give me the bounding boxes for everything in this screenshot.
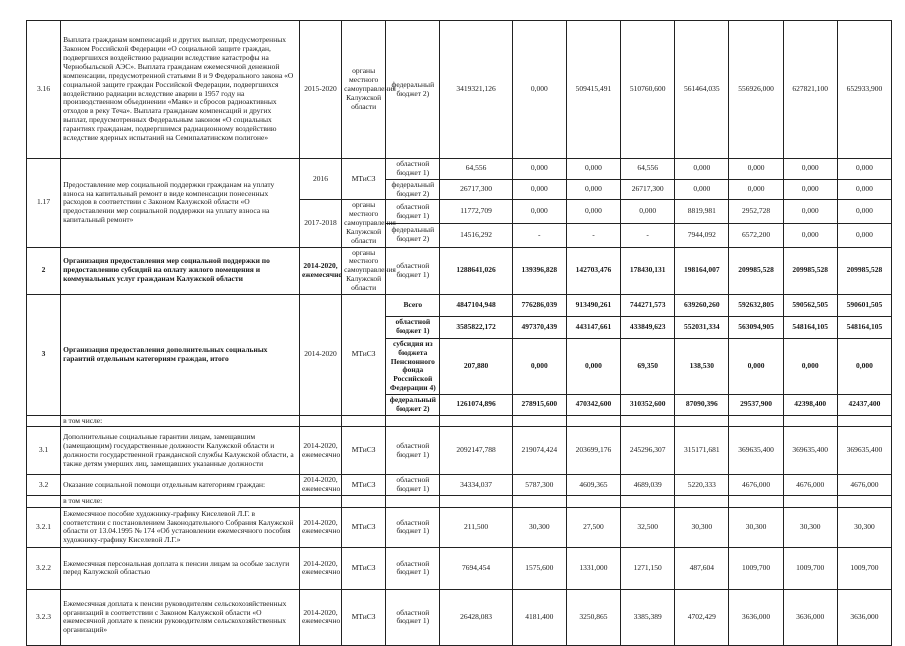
value-2018: 3636,000 xyxy=(729,589,783,645)
row-source: областной бюджет 1) xyxy=(386,507,440,547)
value-2018: 209985,528 xyxy=(729,247,783,294)
value-total: 7694,454 xyxy=(440,547,512,589)
value-2020: 0,000 xyxy=(837,223,891,247)
value-2019: 590562,505 xyxy=(783,294,837,316)
row-source: федеральный бюджет 2) xyxy=(386,394,440,415)
row-period: 2014-2020 xyxy=(299,294,341,415)
row-period: 2017-2018 xyxy=(299,200,341,247)
value-total: 26717,300 xyxy=(440,179,512,200)
value-2017: 30,300 xyxy=(675,507,729,547)
row-executor: органы местного самоуправления Калужской области xyxy=(342,21,386,159)
value-2018: 563094,905 xyxy=(729,316,783,338)
row-executor: МТиСЗ xyxy=(342,475,386,496)
row-period: 2014-2020, ежемесячно xyxy=(299,547,341,589)
value-2019: 30,300 xyxy=(783,507,837,547)
row-number: 3.2.2 xyxy=(27,547,61,589)
row-period: 2014-2020, ежемесячно xyxy=(299,427,341,475)
value-2020: 0,000 xyxy=(837,159,891,180)
row-executor: органы местного самоуправления Калужской области xyxy=(342,247,386,294)
row-source: областной бюджет 1) xyxy=(386,200,440,224)
table-row xyxy=(27,427,892,475)
value-total: 64,556 xyxy=(440,159,512,180)
value-2015: 509415,491 xyxy=(566,21,620,159)
value-2019: 0,000 xyxy=(783,223,837,247)
value-2019: 627821,100 xyxy=(783,21,837,159)
row-executor: МТиСЗ xyxy=(342,547,386,589)
value-2019: 3636,000 xyxy=(783,589,837,645)
value-total: 34334,037 xyxy=(440,475,512,496)
row-source: областной бюджет 1) xyxy=(386,427,440,475)
value-total: 2092147,788 xyxy=(440,427,512,475)
row-period: 2014-2020, ежемесячно xyxy=(299,475,341,496)
row-number: 2 xyxy=(27,247,61,294)
row-period: 2014-2020, ежемесячно xyxy=(299,507,341,547)
value-2019: 0,000 xyxy=(783,200,837,224)
table-row xyxy=(27,21,892,159)
value-2015: - xyxy=(566,223,620,247)
row-number: 3.1 xyxy=(27,427,61,475)
value-2018: 29537,900 xyxy=(729,394,783,415)
table-row xyxy=(27,507,892,547)
row-executor: МТиСЗ xyxy=(342,427,386,475)
value-2015: 443147,661 xyxy=(566,316,620,338)
value-2014: 0,000 xyxy=(512,200,566,224)
value-2017: 561464,035 xyxy=(675,21,729,159)
value-total: 207,880 xyxy=(440,338,512,394)
row-source: федеральный бюджет 2) xyxy=(386,223,440,247)
value-2014: 0,000 xyxy=(512,179,566,200)
row-number: 3 xyxy=(27,294,61,415)
table-row xyxy=(27,589,892,645)
value-2014: 5787,300 xyxy=(512,475,566,496)
value-2020: 30,300 xyxy=(837,507,891,547)
value-2014: 139396,828 xyxy=(512,247,566,294)
row-source: областной бюджет 1) xyxy=(386,159,440,180)
value-2014: 4181,400 xyxy=(512,589,566,645)
value-2015: 4609,365 xyxy=(566,475,620,496)
row-description: Ежемесячная доплата к пенсии руководителям сельскохозяйственных организаций в соответствии с Законом Калужской области «О ежемесячной доплате к пенсии руководителям сельскохозяйственных организаций» xyxy=(61,589,300,645)
value-2016: 0,000 xyxy=(621,200,675,224)
value-2015: 0,000 xyxy=(566,179,620,200)
value-2016: 510760,600 xyxy=(621,21,675,159)
value-2017: 4702,429 xyxy=(675,589,729,645)
value-2016: 744271,573 xyxy=(621,294,675,316)
row-source: федеральный бюджет 2) xyxy=(386,179,440,200)
value-2014: 278915,600 xyxy=(512,394,566,415)
value-total: 4847104,948 xyxy=(440,294,512,316)
value-2018: 0,000 xyxy=(729,338,783,394)
value-2017: 7944,092 xyxy=(675,223,729,247)
row-source: областной бюджет 1) xyxy=(386,247,440,294)
value-total: 14516,292 xyxy=(440,223,512,247)
including-label: в том числе: xyxy=(61,496,300,508)
value-2018: 6572,200 xyxy=(729,223,783,247)
value-2016: 4689,039 xyxy=(621,475,675,496)
value-2019: 548164,105 xyxy=(783,316,837,338)
value-total: 26428,083 xyxy=(440,589,512,645)
value-2020: 548164,105 xyxy=(837,316,891,338)
row-period: 2016 xyxy=(299,159,341,200)
row-period: 2015-2020 xyxy=(299,21,341,159)
value-2017: 0,000 xyxy=(675,159,729,180)
row-source: областной бюджет 1) xyxy=(386,316,440,338)
value-2019: 209985,528 xyxy=(783,247,837,294)
value-2018: 592632,805 xyxy=(729,294,783,316)
value-2018: 556926,000 xyxy=(729,21,783,159)
value-2020: 652933,900 xyxy=(837,21,891,159)
including-label: в том числе: xyxy=(61,415,300,427)
value-total: 3585822,172 xyxy=(440,316,512,338)
row-number: 3.16 xyxy=(27,21,61,159)
value-2017: 8819,981 xyxy=(675,200,729,224)
value-2016: 3385,389 xyxy=(621,589,675,645)
value-total: 11772,709 xyxy=(440,200,512,224)
table-row xyxy=(27,415,892,427)
value-2018: 0,000 xyxy=(729,159,783,180)
value-2014: - xyxy=(512,223,566,247)
value-2020: 0,000 xyxy=(837,200,891,224)
value-2017: 315171,681 xyxy=(675,427,729,475)
value-2017: 5220,333 xyxy=(675,475,729,496)
value-2014: 0,000 xyxy=(512,159,566,180)
value-2018: 369635,400 xyxy=(729,427,783,475)
value-2020: 3636,000 xyxy=(837,589,891,645)
value-2017: 639260,260 xyxy=(675,294,729,316)
value-2018: 4676,000 xyxy=(729,475,783,496)
row-number: 3.2.3 xyxy=(27,589,61,645)
value-total: 1261074,896 xyxy=(440,394,512,415)
value-2018: 2952,728 xyxy=(729,200,783,224)
row-period: 2014-2020, ежемесячно xyxy=(299,247,341,294)
value-2017: 138,530 xyxy=(675,338,729,394)
value-2020: 369635,400 xyxy=(837,427,891,475)
value-2020: 590601,505 xyxy=(837,294,891,316)
value-2015: 3250,865 xyxy=(566,589,620,645)
value-total: 1288641,026 xyxy=(440,247,512,294)
value-total: 211,500 xyxy=(440,507,512,547)
value-2015: 1331,000 xyxy=(566,547,620,589)
value-2016: 32,500 xyxy=(621,507,675,547)
value-2017: 198164,007 xyxy=(675,247,729,294)
row-description: Дополнительные социальные гарантии лицам, замещавшим (замещающим) государственные должности Калужской области и должности государственной гражданской службы Калужской области, а также детям умерших лиц, замещавших указанные должности xyxy=(61,427,300,475)
value-2014: 0,000 xyxy=(512,338,566,394)
row-number: 3.2 xyxy=(27,475,61,496)
value-2016: 310352,600 xyxy=(621,394,675,415)
value-2017: 87090,396 xyxy=(675,394,729,415)
value-2019: 4676,000 xyxy=(783,475,837,496)
row-description: Оказание социальной помощи отдельным категориям граждан: xyxy=(61,475,300,496)
value-2016: 26717,300 xyxy=(621,179,675,200)
value-2020: 209985,528 xyxy=(837,247,891,294)
row-executor: МТиСЗ xyxy=(342,294,386,415)
value-2016: 64,556 xyxy=(621,159,675,180)
value-2014: 776286,039 xyxy=(512,294,566,316)
value-2017: 552031,334 xyxy=(675,316,729,338)
value-2020: 42437,400 xyxy=(837,394,891,415)
row-source: областной бюджет 1) xyxy=(386,547,440,589)
value-2014: 30,300 xyxy=(512,507,566,547)
value-2018: 0,000 xyxy=(729,179,783,200)
row-source: областной бюджет 1) xyxy=(386,589,440,645)
value-2014: 497370,439 xyxy=(512,316,566,338)
row-source: субсидия из бюджета Пенсионного фонда Российской Федерации 4) xyxy=(386,338,440,394)
value-2017: 0,000 xyxy=(675,179,729,200)
table-row xyxy=(27,247,892,294)
value-2016: 69,350 xyxy=(621,338,675,394)
value-2019: 0,000 xyxy=(783,179,837,200)
value-2019: 0,000 xyxy=(783,159,837,180)
value-2015: 470342,600 xyxy=(566,394,620,415)
value-2016: 433849,623 xyxy=(621,316,675,338)
value-2018: 30,300 xyxy=(729,507,783,547)
row-period: 2014-2020, ежемесячно xyxy=(299,589,341,645)
row-executor: МТиСЗ xyxy=(342,159,386,200)
row-description: Выплата гражданам компенсаций и других выплат, предусмотренных Законом Российской Федерации «О социальной защите граждан, подвергшихся воздействию радиации вследствие катастрофы на Чернобыльской АЭС». Выплата гражданам ежемесячной денежной компенсации, предусмотренной статьями 8 и 9 Федерального закона «О социальной защите граждан Российской Федерации, подвергшихся воздействию радиации вследствие аварии в 1957 году на производственном объединении «Маяк» и сбросов радиоактивных отходов в реку Теча». Выплата гражданам компенсаций и других выплат, предусмотренных Федеральным законом «О социальных гарантиях гражданам, подвергшимся радиационному воздействию вследствие ядерных испытаний на Семипалатинском полигоне» xyxy=(61,21,300,159)
row-description: Организация предоставления мер социальной поддержки по предоставлению субсидий на оплату жилого помещения и коммунальных услуг гражданам Калужской области xyxy=(61,247,300,294)
value-total: 3419321,126 xyxy=(440,21,512,159)
value-2020: 4676,000 xyxy=(837,475,891,496)
value-2020: 0,000 xyxy=(837,179,891,200)
value-2015: 203699,176 xyxy=(566,427,620,475)
value-2015: 0,000 xyxy=(566,200,620,224)
row-description: Ежемесячная персональная доплата к пенсии лицам за особые заслуги перед Калужской областью xyxy=(61,547,300,589)
value-2015: 913490,261 xyxy=(566,294,620,316)
value-2020: 1009,700 xyxy=(837,547,891,589)
row-executor: МТиСЗ xyxy=(342,589,386,645)
value-2015: 0,000 xyxy=(566,159,620,180)
value-2018: 1009,700 xyxy=(729,547,783,589)
table-row xyxy=(27,547,892,589)
value-2016: 1271,150 xyxy=(621,547,675,589)
program-table xyxy=(26,20,892,646)
row-source: областной бюджет 1) xyxy=(386,475,440,496)
value-2015: 0,000 xyxy=(566,338,620,394)
value-2019: 369635,400 xyxy=(783,427,837,475)
table-row xyxy=(27,475,892,496)
value-2016: 178430,131 xyxy=(621,247,675,294)
row-number: 3.2.1 xyxy=(27,507,61,547)
value-2014: 0,000 xyxy=(512,21,566,159)
table-row xyxy=(27,496,892,508)
row-source: федеральный бюджет 2) xyxy=(386,21,440,159)
row-description: Ежемесячное пособие художнику-графику Киселевой Л.Г. в соответствии с постановлением Законодательного Собрания Калужской области от 13.04.1995 № 174 «Об установлении ежемесячного пособия художнику-графику Киселевой Л.Г.» xyxy=(61,507,300,547)
value-2019: 42398,400 xyxy=(783,394,837,415)
table-row xyxy=(27,159,892,180)
value-2019: 0,000 xyxy=(783,338,837,394)
value-2020: 0,000 xyxy=(837,338,891,394)
table-row xyxy=(27,294,892,316)
row-description: Предоставление мер социальной поддержки гражданам на уплату взноса на капитальный ремонт в виде компенсации понесенных расходов в соответствии с Законом Калужской области «О предоставлении мер социальной поддержки на уплату взноса на капитальный ремонт» xyxy=(61,159,300,248)
row-description: Организация предоставления дополнительных социальных гарантий отдельным категориям граждан, итого xyxy=(61,294,300,415)
row-number: 1.17 xyxy=(27,159,61,248)
value-2017: 487,604 xyxy=(675,547,729,589)
value-2015: 27,500 xyxy=(566,507,620,547)
row-source: Всего xyxy=(386,294,440,316)
row-executor: органы местного самоуправления Калужской области xyxy=(342,200,386,247)
value-2015: 142703,476 xyxy=(566,247,620,294)
value-2016: - xyxy=(621,223,675,247)
value-2019: 1009,700 xyxy=(783,547,837,589)
value-2014: 219074,424 xyxy=(512,427,566,475)
value-2014: 1575,600 xyxy=(512,547,566,589)
value-2016: 245296,307 xyxy=(621,427,675,475)
row-executor: МТиСЗ xyxy=(342,507,386,547)
